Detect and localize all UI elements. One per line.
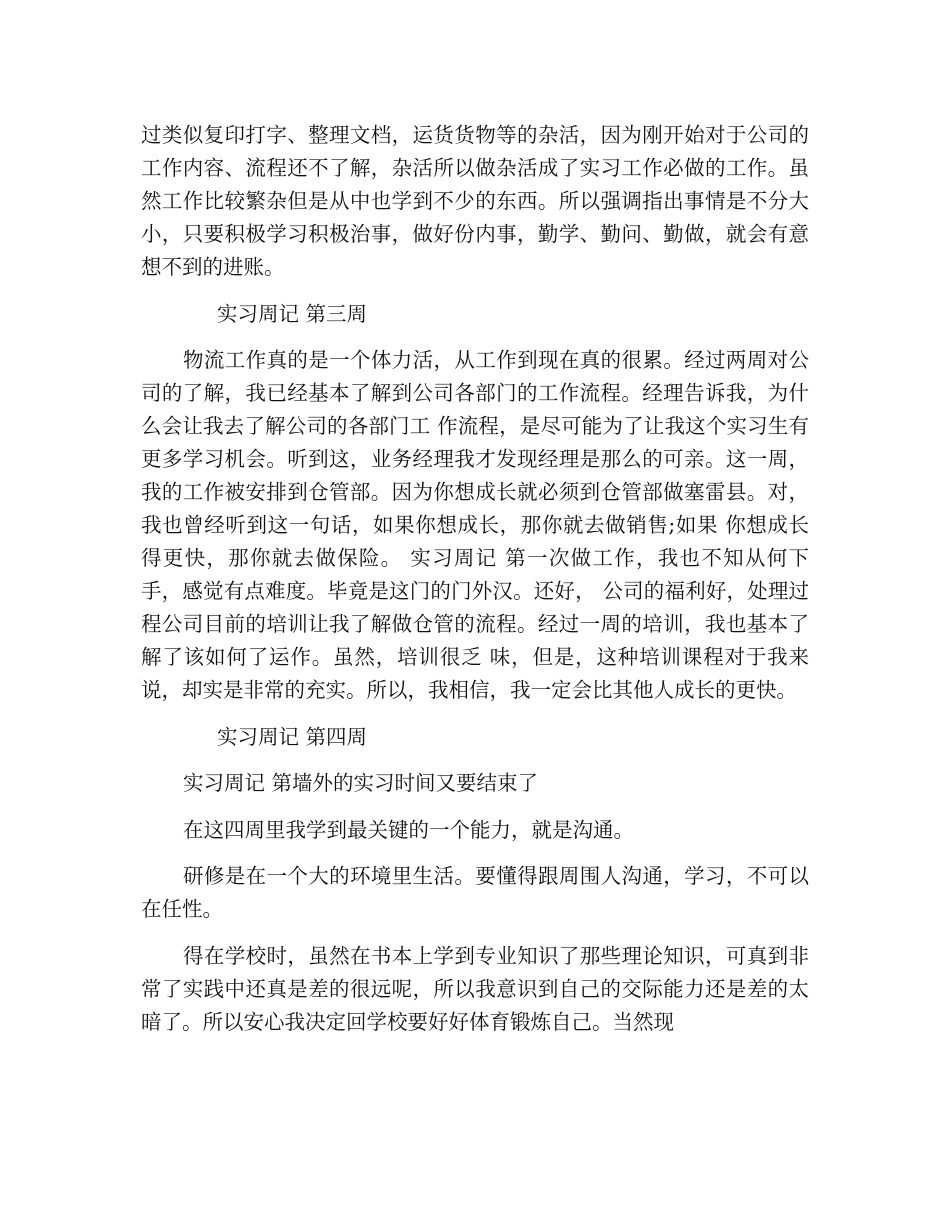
paragraph-5: 研修是在一个大的环境里生活。要懂得跟周围人沟通，学习，不可以在任性。 — [141, 864, 809, 921]
section-heading-week-4: 实习周记 第四周 — [217, 724, 368, 749]
paragraph-1: 过类似复印打字、整理文档，运货货物等的杂活，因为刚开始对于公司的工作内容、流程还不了解，杂活所以做杂活成了实习工作必做的工作。虽然工作比较繁杂但是从中也学到不少的东西。所以强调指出事情是不分大小，只要积极学习积极治事，做好份内事，勤学、勤问、勤做，就会有意想不到的进账。 — [141, 123, 809, 279]
paragraph-2: 物流工作真的是一个体力活，从工作到现在真的很累。经过两周对公司的了解，我已经基本了解到公司各部门的工作流程。经理告诉我，为什么会让我去了解公司的各部门工 作流程，是尽可能为了让我这个实习生有更多学习机会。听到这，业务经理我才发现经理是那么的可亲。这一周，我的工作被安排到仓管部。因为你想成长就必须到仓管部做塞雷县。对，我也曾经听到这一句话，如果你想成长，那你就去做销售;如果 你想成长得更快，那你就去做保险。 实习周记 第一次做工作，我也不知从何下手，感觉有点难度。毕竟是这门的门外汉。还好， 公司的福利好，处理过程公司目前的培训让我了解做仓管的流程。经过一周的培训，我也基本了解了该如何了运作。虽然，培训很乏 味，但是，这种培训课程对于我来说，却实是非常的充实。所以，我相信，我一定会比其他人成长的更快。 — [141, 348, 809, 702]
paragraph-6: 得在学校时，虽然在书本上学到专业知识了那些理论知识，可真到非常了实践中还真是差的很远呢，所以我意识到自己的交际能力还是差的太暗了。所以安心我决定回学校要好好体育锻炼自己。当然现 — [141, 943, 809, 1034]
paragraph-4: 在这四周里我学到最关键的一个能力，就是沟通。 — [183, 817, 634, 842]
section-heading-week-3: 实习周记 第三周 — [217, 301, 368, 326]
document-page — [141, 119, 809, 1052]
paragraph-3: 实习周记 第墙外的实习时间又要结束了 — [183, 771, 539, 795]
